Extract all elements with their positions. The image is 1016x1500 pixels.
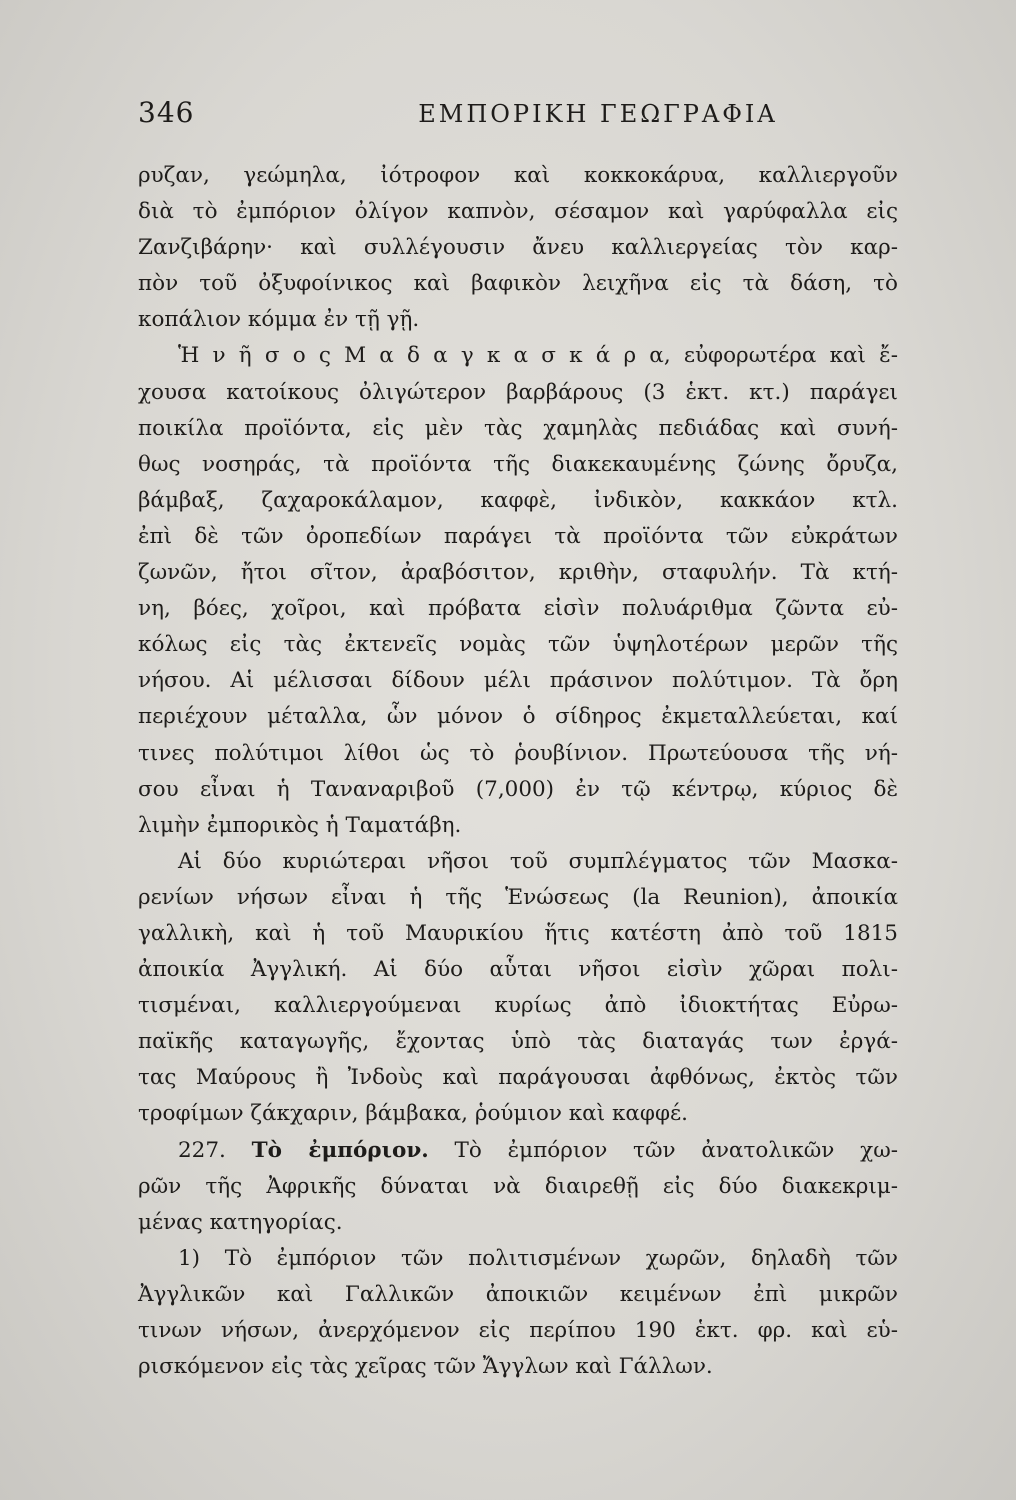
text-line: σου εἶναι ἡ Ταναναριβοῦ (7,000) ἐν τῷ κέντρῳ, κύριος δὲ bbox=[138, 776, 898, 802]
text-line: νη, βόες, χοῖροι, καὶ πρόβατα εἰσὶν πολυάριθμα ζῶντα εὐ- bbox=[138, 596, 898, 622]
text-line: τας Μαύρους ἢ Ἰνδοὺς καὶ παράγουσαι ἀφθόνως, ἐκτὸς τῶν bbox=[138, 1065, 898, 1091]
text-line: ποικίλα προϊόντα, εἰς μὲν τὰς χαμηλὰς πεδιάδας καὶ συνή- bbox=[138, 415, 898, 441]
text-line: Ἡ ν ῆ σ ο ς Μ α δ α γ κ α σ κ ά ρ α, εὐφορωτέρα καὶ ἔ- bbox=[178, 343, 898, 369]
text-line: ρισκόμενον εἰς τὰς χεῖρας τῶν Ἄγγλων καὶ Γάλλων. bbox=[138, 1354, 713, 1380]
text-line: νήσου. Αἱ μέλισσαι δίδουν μέλι πράσινον πολύτιμον. Τὰ ὄρη bbox=[138, 668, 898, 694]
text-line: τινων νήσων, ἀνερχόμενον εἰς περίπου 190 ἑκτ. φρ. καὶ εὑ- bbox=[138, 1318, 898, 1343]
text-line: 1) Τὸ ἐμπόριον τῶν πολιτισμένων χωρῶν, δηλαδὴ τῶν bbox=[178, 1245, 898, 1271]
text-line: Ἀγγλικῶν καὶ Γαλλικῶν ἀποικιῶν κειμένων ἐπὶ μικρῶν bbox=[138, 1281, 898, 1307]
text-line: χουσα κατοίκους ὀλιγώτερον βαρβάρους (3 ἑκτ. κτ.) παράγει bbox=[138, 379, 898, 405]
text-line: Ζανζιβάρην· καὶ συλλέγουσιν ἄνευ καλλιεργείας τὸν καρ- bbox=[138, 235, 898, 261]
text-line: παϊκῆς καταγωγῆς, ἔχοντας ὑπὸ τὰς διαταγάς των ἐργά- bbox=[138, 1029, 898, 1055]
text-line: Αἱ δύο κυριώτεραι νῆσοι τοῦ συμπλέγματος τῶν Μασκα- bbox=[178, 848, 898, 874]
text-line: ἀποικία Ἀγγλική. Αἱ δύο αὗται νῆσοι εἰσὶν χῶραι πολι- bbox=[138, 957, 898, 983]
text-line: βάμβαξ, ζαχαροκάλαμον, καφφὲ, ἰνδικὸν, κακκάον κτλ. bbox=[138, 487, 898, 513]
text-line: μένας κατηγορίας. bbox=[138, 1209, 343, 1235]
page-header bbox=[138, 96, 898, 136]
text-line: τροφίμων ζάκχαριν, βάμβακα, ῥούμιον καὶ καφφέ. bbox=[138, 1101, 688, 1127]
text-line: τινες πολύτιμοι λίθοι ὡς τὸ ῥουβίνιον. Πρωτεύουσα τῆς νή- bbox=[138, 740, 898, 766]
text-line: γαλλικὴ, καὶ ἡ τοῦ Μαυρικίου ἥτις κατέστη ἀπὸ τοῦ 1815 bbox=[138, 920, 898, 946]
text-line: Τὸ ἐμπόριον τῶν ἀνατολικῶν χω- bbox=[454, 1137, 898, 1163]
text-line: πὸν τοῦ ὀξυφοίνικος καὶ βαφικὸν λειχῆνα εἰς τὰ δάση, τὸ bbox=[138, 271, 898, 297]
text-line: θως νοσηράς, τὰ προϊόντα τῆς διακεκαυμένης ζώνης ὄρυζα, bbox=[138, 451, 898, 477]
body-text bbox=[138, 158, 898, 1385]
text-line: διὰ τὸ ἐμπόριον ὀλίγον καπνὸν, σέσαμον καὶ γαρύφαλλα εἰς bbox=[138, 199, 898, 225]
text-line: ρενίων νήσων εἶναι ἡ τῆς Ἑνώσεως (la Reunion), ἀποικία bbox=[138, 884, 898, 910]
text-line: ρῶν τῆς Ἀφρικῆς δύναται νὰ διαιρεθῇ εἰς δύο διακεκριμ- bbox=[138, 1173, 898, 1199]
section-number: 227. bbox=[178, 1137, 226, 1163]
text-line: περιέχουν μέταλλα, ὧν μόνον ὁ σίδηρος ἐκμεταλλεύεται, καί bbox=[138, 704, 898, 730]
page-number: 346 bbox=[138, 96, 195, 129]
text-line: ρυζαν, γεώμηλα, ἰότροφον καὶ κοκκοκάρυα, καλλιεργοῦν bbox=[138, 163, 898, 188]
section-title: Τὸ ἐμπόριον. bbox=[251, 1137, 429, 1163]
text-line: κόλως εἰς τὰς ἐκτενεῖς νομὰς τῶν ὑψηλοτέρων μερῶν τῆς bbox=[138, 632, 898, 658]
text-line: ζωνῶν, ἤτοι σῖτον, ἀραβόσιτον, κριθὴν, σταφυλήν. Τὰ κτή- bbox=[138, 560, 898, 586]
running-title: ΕΜΠΟΡΙΚΗ ΓΕΩΓΡΑΦΙΑ bbox=[418, 100, 778, 128]
section-heading-line bbox=[138, 1133, 898, 1169]
text-line: λιμὴν ἐμπορικὸς ἡ Ταματάβη. bbox=[138, 812, 462, 838]
text-line: τισμέναι, καλλιεργούμεναι κυρίως ἀπὸ ἰδιοκτήτας Εὐρω- bbox=[138, 993, 898, 1019]
text-line: ἐπὶ δὲ τῶν ὀροπεδίων παράγει τὰ προϊόντα τῶν εὐκράτων bbox=[138, 523, 898, 549]
text-line: κοπάλιον κόμμα ἐν τῇ γῇ. bbox=[138, 307, 420, 333]
